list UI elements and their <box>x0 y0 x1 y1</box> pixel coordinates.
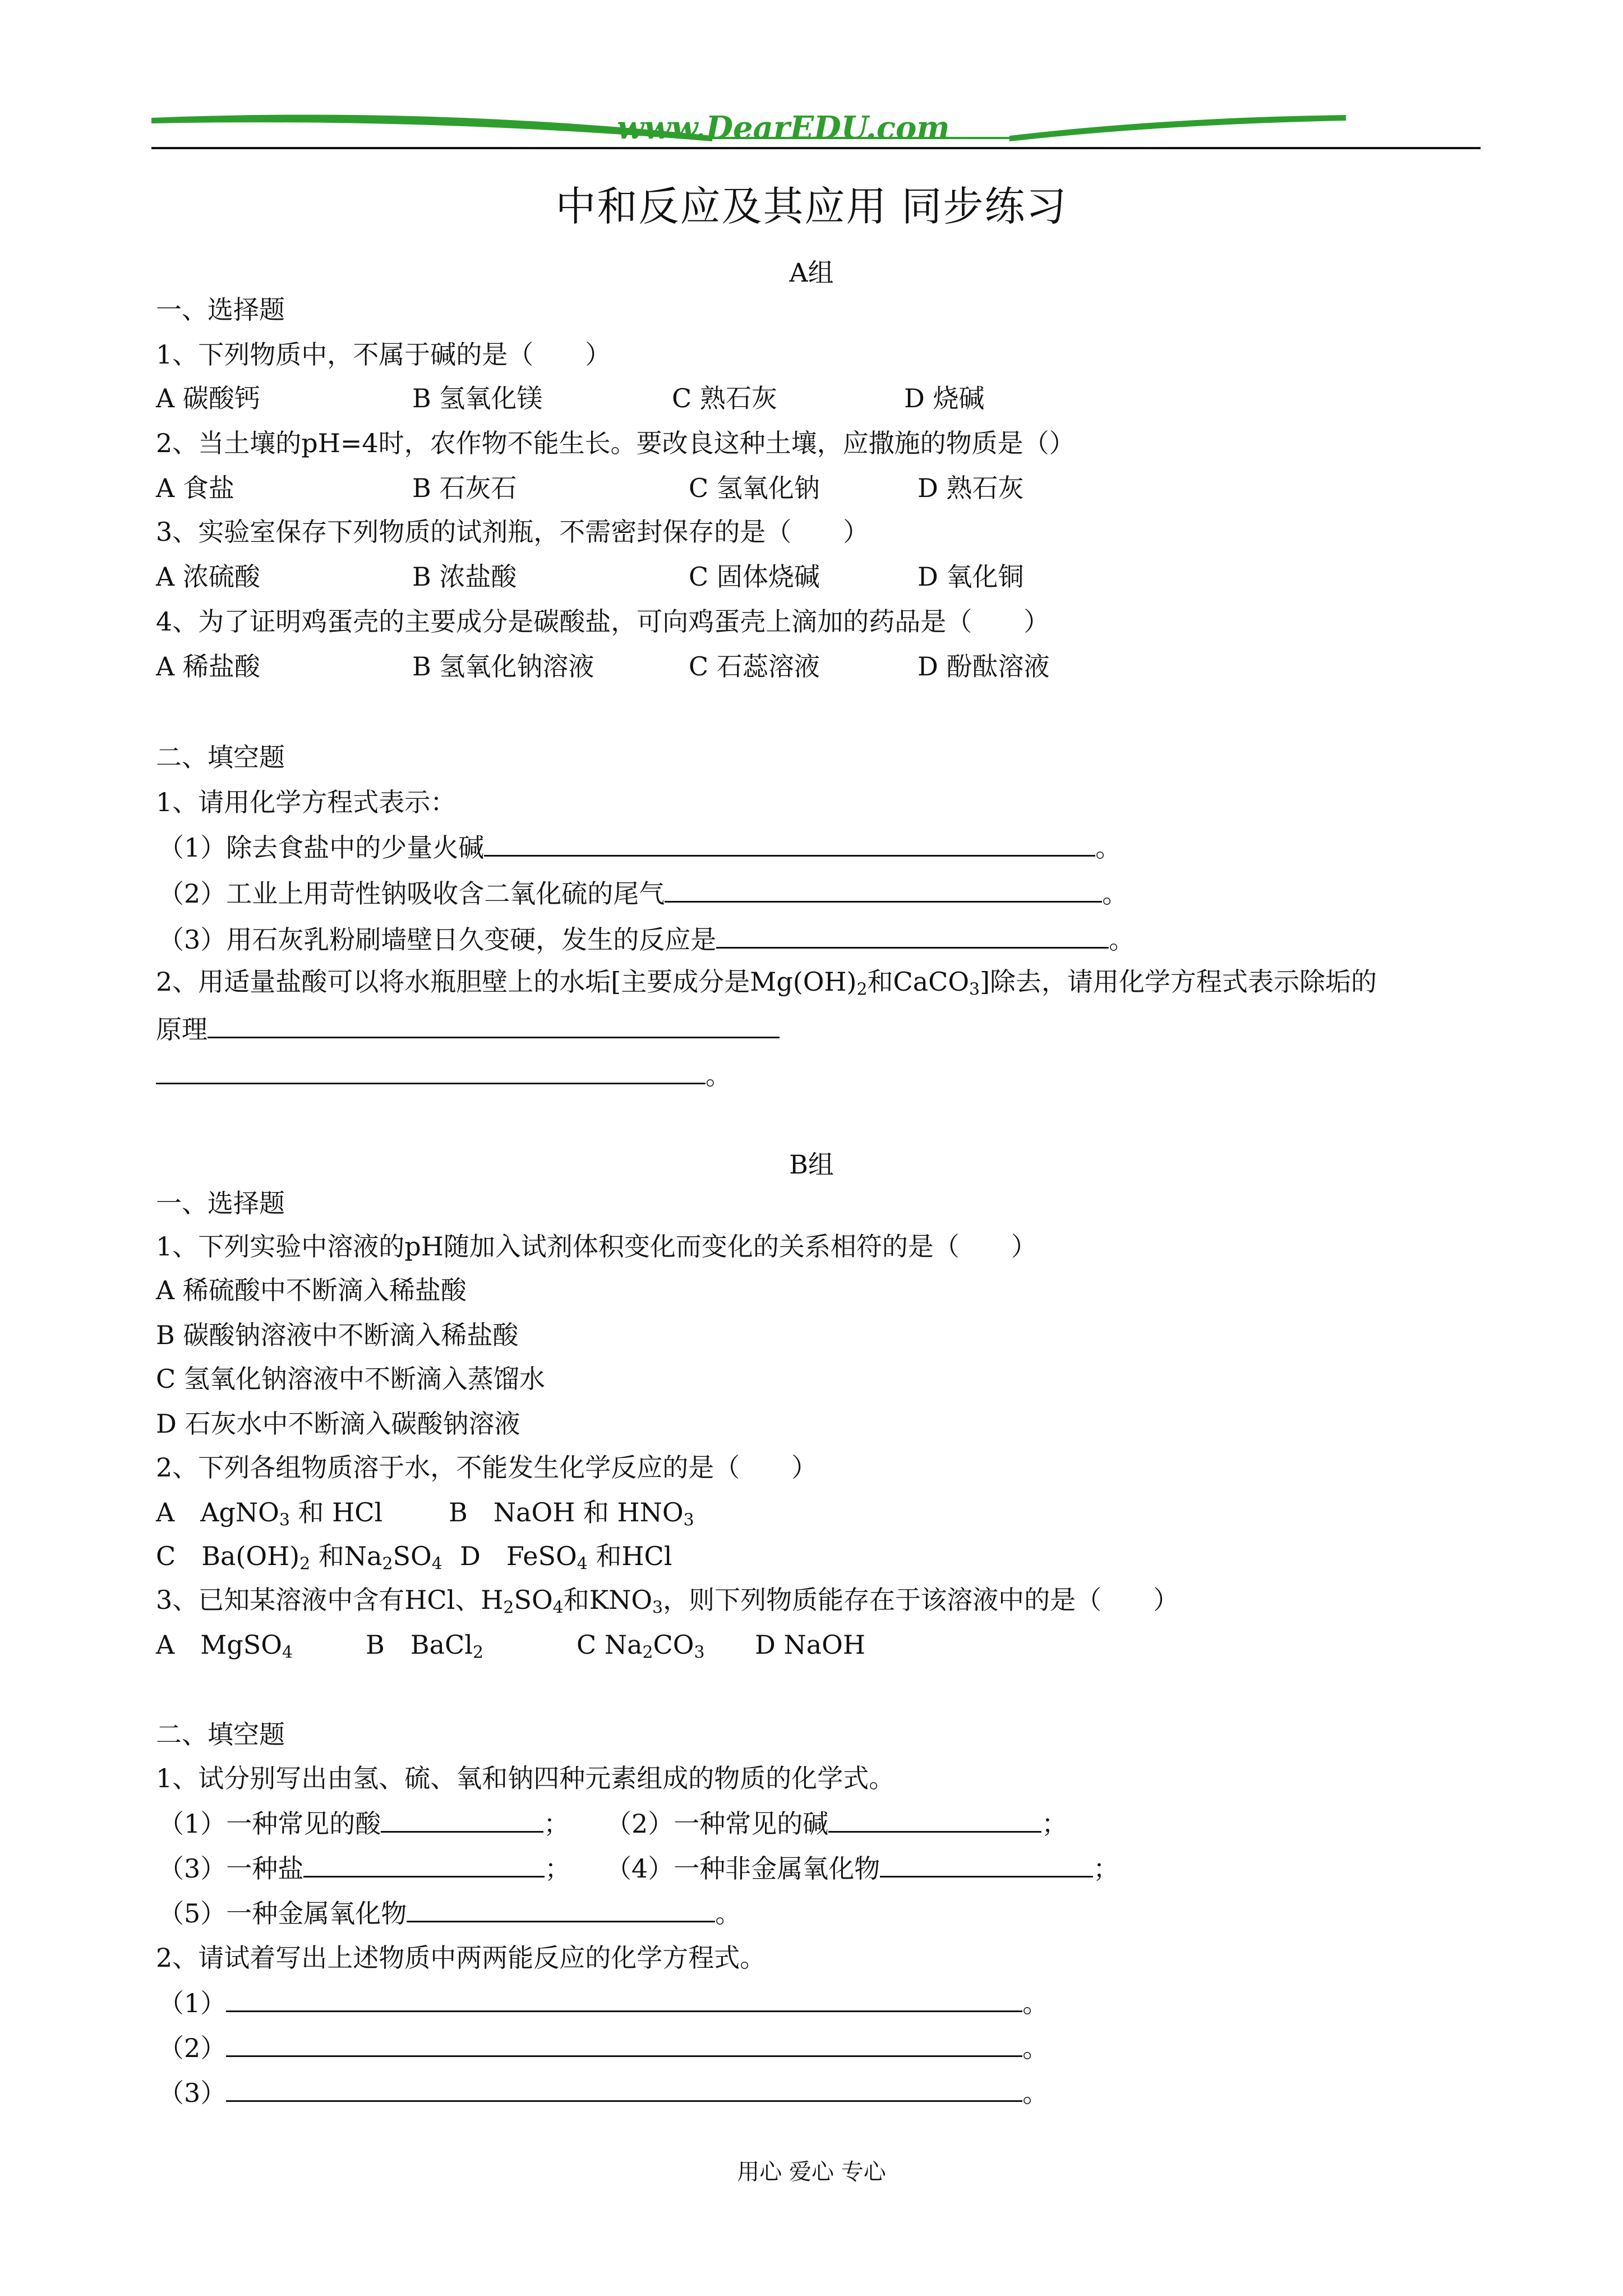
a-q4-option-d: D 酚酞溶液 <box>917 651 1050 682</box>
a-q3-option-c: C 固体烧碱 <box>689 562 820 592</box>
a-f1-text: 1、请用化学方程式表示： <box>156 787 457 817</box>
answer-blank[interactable] <box>226 1986 1022 2012</box>
a-f1-1-label: （1）除去食盐中的少量火碱 <box>158 832 485 863</box>
a-q4-option-c: C 石蕊溶液 <box>689 651 820 682</box>
a-q2-option-c: C 氢氧化钠 <box>689 473 820 503</box>
a-q3-option-d: D 氧化铜 <box>917 562 1024 592</box>
answer-blank[interactable] <box>226 2076 1022 2102</box>
b-q1-option-d: D 石灰水中不断滴入碳酸钠溶液 <box>156 1409 520 1439</box>
b-q2-option-c: C $Ba(OH)_2$ 和$Na_2SO_4$ <box>156 1541 442 1574</box>
a-f1-2-label: （2）工业上用苛性钠吸收含二氧化硫的尾气 <box>158 878 665 909</box>
answer-blank[interactable] <box>156 1058 706 1084</box>
b-f1-5: （5）一种金属氧化物 。 <box>158 1896 741 1930</box>
b-q2-option-a: A AgNO$_3$ 和 HCl <box>156 1497 383 1530</box>
b-q1-text: 1、下列实验中溶液的pH随加入试剂体积变化而变化的关系相符的是（ ） <box>156 1231 1037 1262</box>
a-f1-3-label: （3）用石灰乳粉刷墙壁日久变硬，发生的反应是 <box>158 924 717 955</box>
page-title: 中和反应及其应用 同步练习 <box>555 183 1068 230</box>
b-f2-2: （2） 。 <box>158 2031 1048 2065</box>
answer-blank[interactable] <box>880 1851 1093 1878</box>
answer-blank[interactable] <box>665 876 1102 903</box>
b-q1-option-a: A 稀硫酸中不断滴入稀盐酸 <box>156 1275 467 1305</box>
answer-blank[interactable] <box>484 830 1095 857</box>
a-q3-text: 3、实验室保存下列物质的试剂瓶，不需密封保存的是（ ） <box>156 517 869 547</box>
a-q1-option-d: D 烧碱 <box>904 383 985 413</box>
a-q2-option-b: B 石灰石 <box>412 473 517 503</box>
a-q2-option-a: A 食盐 <box>156 473 234 503</box>
period: 。 <box>1095 832 1122 863</box>
b-q2-option-d: D FeSO$_4$ 和HCl <box>460 1541 672 1574</box>
b-q3-text: 3、已知某溶液中含有HCl、$H_2SO_4$和$KNO_3$，则下列物质能存在于该溶液中的是（ ） <box>156 1585 1179 1618</box>
b-q3-option-d: D NaOH <box>755 1630 866 1660</box>
a-q3-option-b: B 浓盐酸 <box>412 562 517 592</box>
answer-blank[interactable] <box>226 2031 1022 2057</box>
b-f2-3: （3） 。 <box>158 2076 1048 2110</box>
a-q2-text: 2、当土壤的pH=4时，农作物不能生长。要改良这种土壤，应撒施的物质是（） <box>156 428 1075 458</box>
group-b-label: B组 <box>789 1149 834 1180</box>
a-q1-option-a: A 碳酸钙 <box>156 383 260 413</box>
b-q3-option-a: A MgSO$_4$ <box>156 1630 293 1663</box>
a-f1-2 <box>158 876 1128 910</box>
answer-blank[interactable] <box>828 1806 1041 1833</box>
answer-blank[interactable] <box>716 922 1109 949</box>
a-f2-line3: 。 <box>156 1058 731 1092</box>
a-q4-option-b: B 氢氧化钠溶液 <box>412 651 594 682</box>
b-q3-option-c: C $Na_2CO_3$ <box>577 1630 705 1663</box>
b-q1-option-c: C 氢氧化钠溶液中不断滴入蒸馏水 <box>156 1364 545 1394</box>
answer-blank[interactable] <box>208 1012 780 1038</box>
group-a-mc-heading: 一、选择题 <box>156 295 285 325</box>
a-f2-text: 2、用适量盐酸可以将水瓶胆壁上的水垢[主要成分是$Mg(OH)_2$和CaCO$_3$]除去，请用化学方程式表示除垢的 <box>156 967 1377 1000</box>
b-f1-text: 1、试分别写出由氢、硫、氧和钠四种元素组成的物质的化学式。 <box>156 1763 895 1793</box>
group-a-label: A组 <box>789 257 834 288</box>
b-q2-text: 2、下列各组物质溶于水，不能发生化学反应的是（ ） <box>156 1452 818 1483</box>
answer-blank[interactable] <box>381 1806 543 1833</box>
group-b-mc-heading: 一、选择题 <box>156 1188 285 1218</box>
period: 。 <box>1109 924 1135 955</box>
answer-blank[interactable] <box>407 1896 715 1922</box>
a-q1-option-b: B 氢氧化镁 <box>412 383 543 413</box>
a-q4-text: 4、为了证明鸡蛋壳的主要成分是碳酸盐，可向鸡蛋壳上滴加的药品是（ ） <box>156 606 1050 637</box>
a-q3-option-a: A 浓硫酸 <box>156 562 260 592</box>
b-f2-text: 2、请试着写出上述物质中两两能反应的化学方程式。 <box>156 1943 766 1973</box>
b-f1-2: （2）一种常见的碱 ； <box>606 1806 1067 1841</box>
b-f1-4: （4）一种非金属氧化物 ； <box>606 1851 1119 1885</box>
b-f1-3: （3）一种盐 ； <box>158 1851 570 1885</box>
group-a-fill-heading: 二、填空题 <box>156 742 285 772</box>
a-q1-option-c: C 熟石灰 <box>672 383 777 413</box>
page-footer: 用心 爱心 专心 <box>737 2159 886 2185</box>
answer-blank[interactable] <box>303 1851 545 1878</box>
b-q2-option-b: B NaOH 和 $HNO_3$ <box>449 1497 694 1530</box>
b-q1-option-b: B 碳酸钠溶液中不断滴入稀盐酸 <box>156 1320 519 1350</box>
b-q3-option-b: B BaCl$_2$ <box>366 1630 483 1663</box>
a-q1-text: 1、下列物质中，不属于碱的是（ ） <box>156 339 611 370</box>
a-f1-3 <box>158 922 1135 956</box>
header-rule <box>151 147 1481 149</box>
a-q2-option-d: D 熟石灰 <box>917 473 1024 503</box>
a-q4-option-a: A 稀盐酸 <box>156 651 260 682</box>
period: 。 <box>1102 878 1128 909</box>
site-logo-text: www.DearEDU.com <box>617 109 950 146</box>
a-f2-line2: 原理 <box>156 1012 780 1046</box>
group-b-fill-heading: 二、填空题 <box>156 1719 285 1750</box>
a-f1-1 <box>158 830 1121 864</box>
b-f2-1: （1） 。 <box>158 1986 1048 2020</box>
b-f1-1: （1）一种常见的酸 ； <box>158 1806 569 1841</box>
